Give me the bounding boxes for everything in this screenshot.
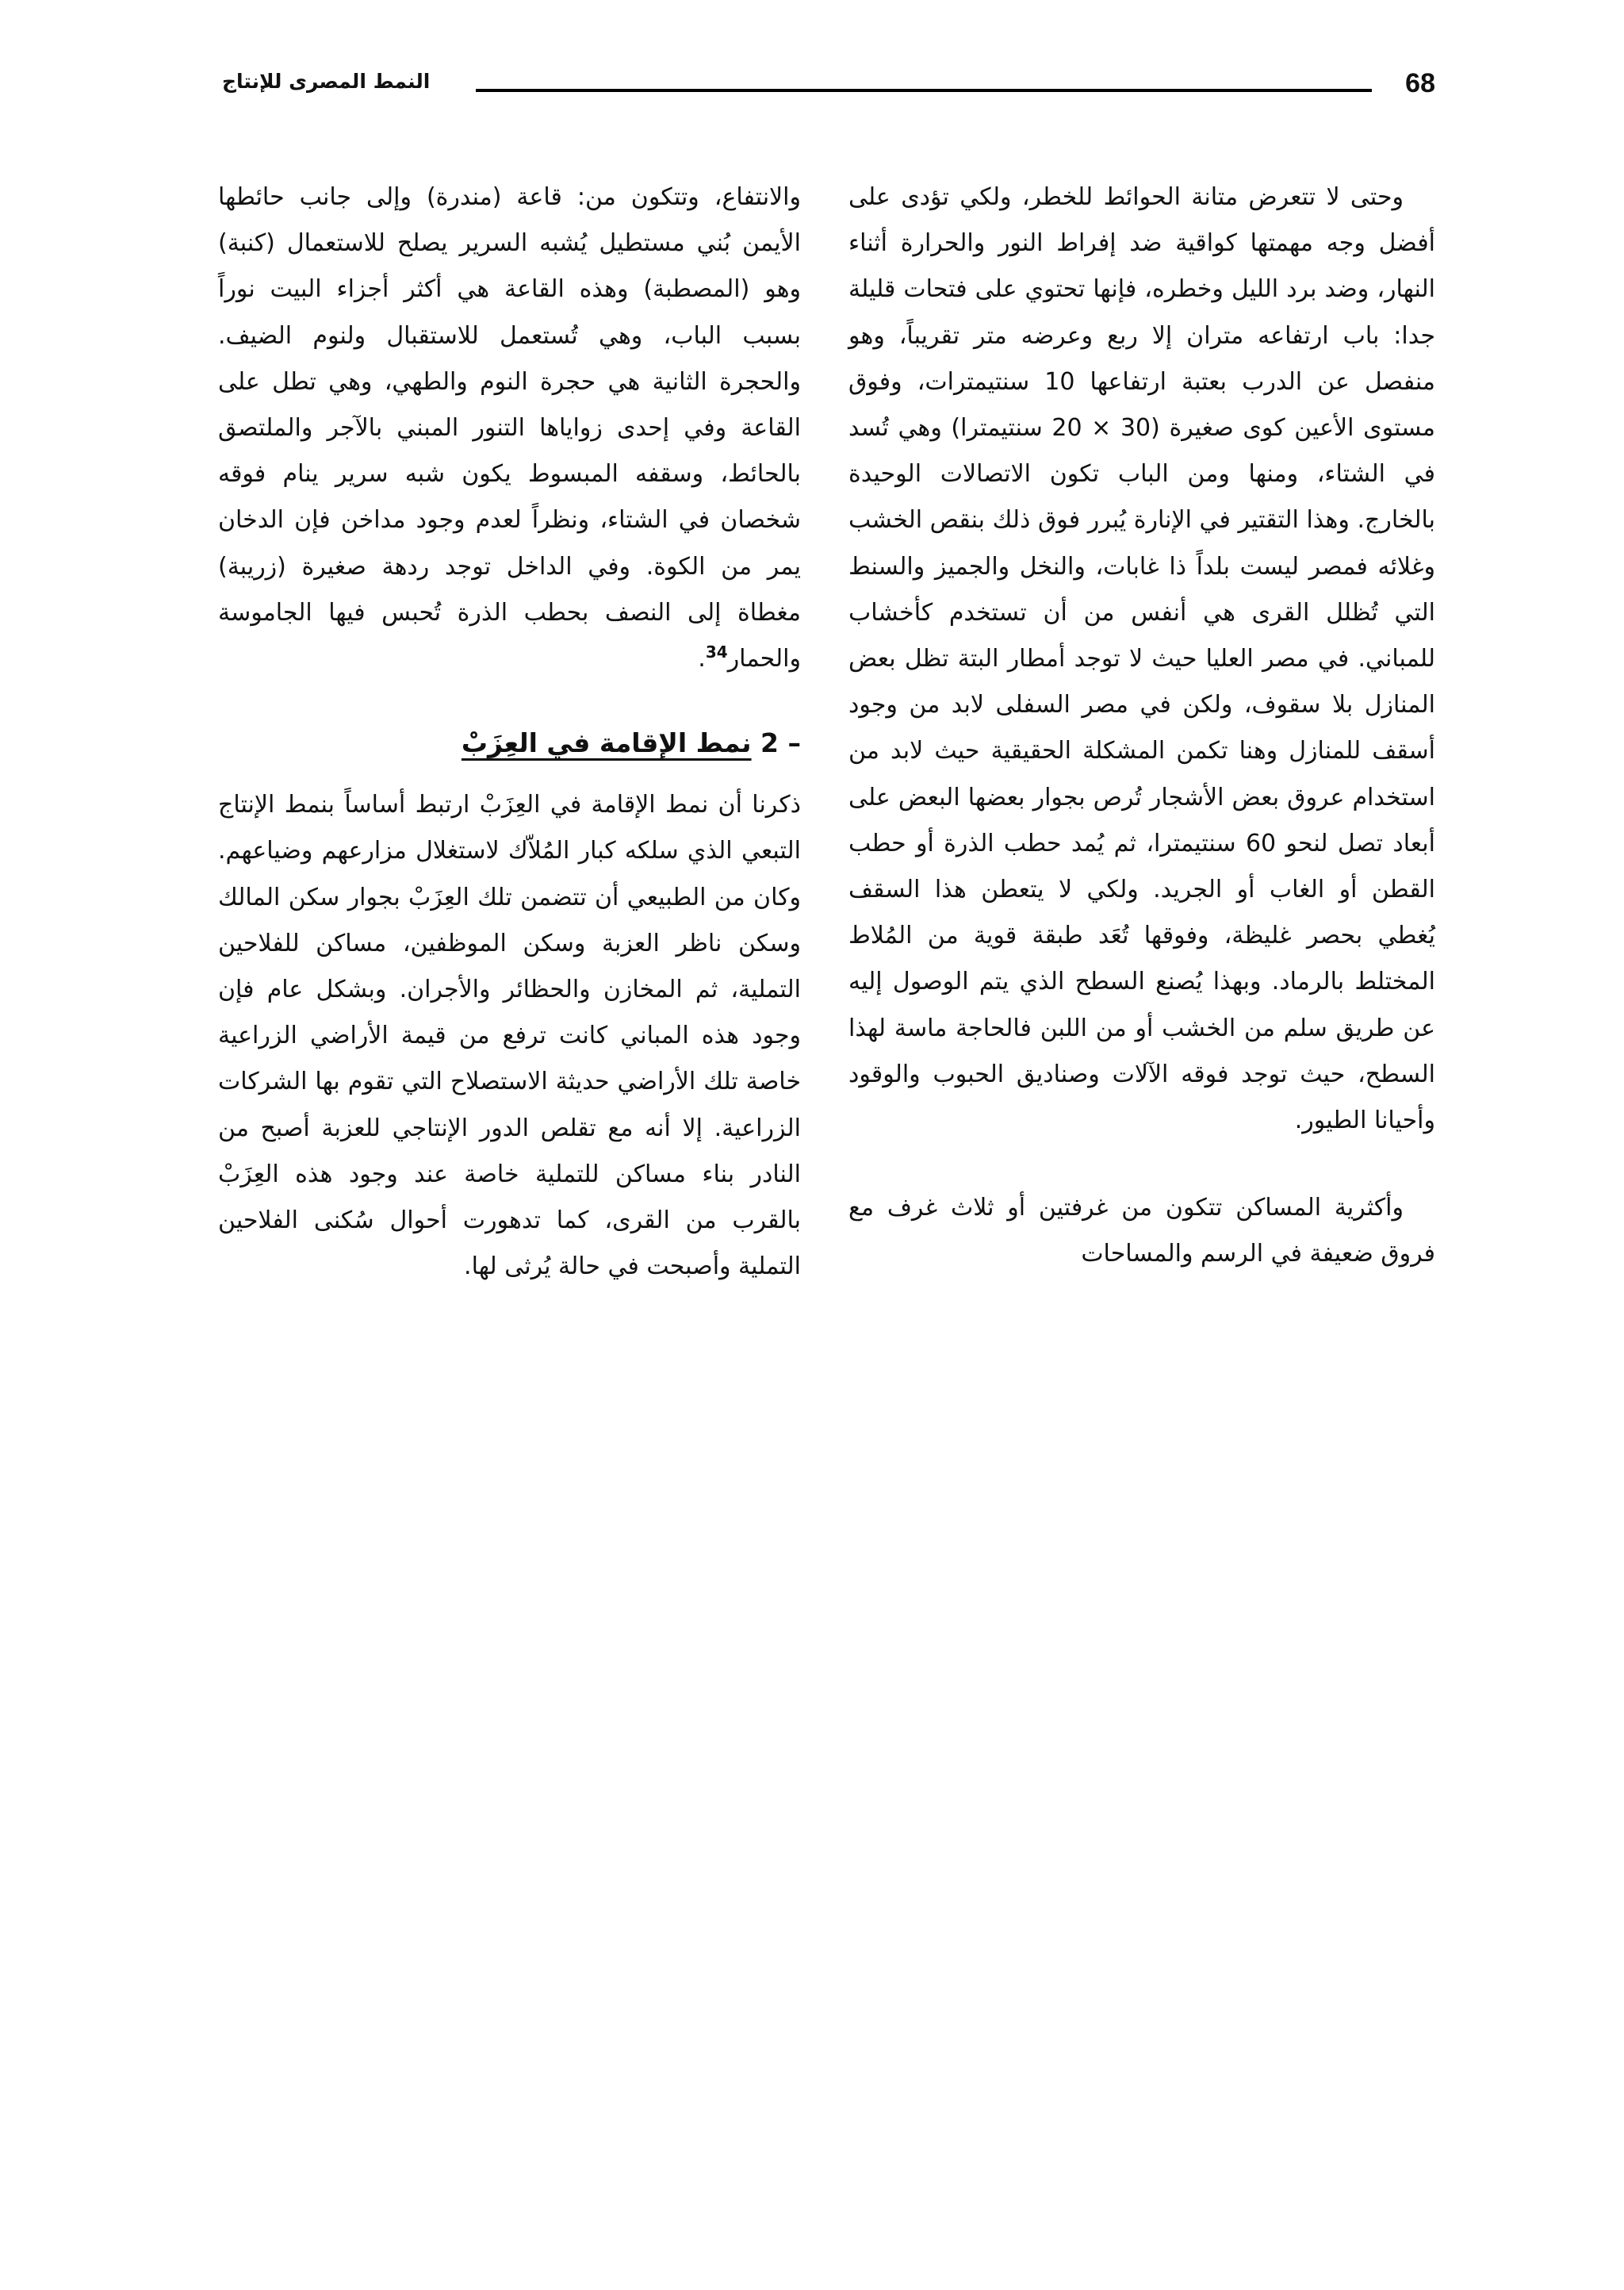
page-number: 68 bbox=[1405, 68, 1435, 98]
section-title: نمط الإقامة في العِزَبْ bbox=[461, 727, 752, 759]
section-number: 2 – bbox=[760, 727, 801, 759]
body-paragraph bbox=[218, 175, 801, 682]
section-heading bbox=[218, 723, 801, 763]
body-paragraph: وأكثرية المساكن تتكون من غرفتين أو ثلاث غرف مع فروق ضعيفة في الرسم والمساحات bbox=[848, 1194, 1435, 1268]
right-column bbox=[848, 175, 1435, 1278]
header-rule bbox=[476, 89, 1372, 92]
paragraph-text: والانتفاع، وتتكون من: قاعة (مندرة) وإلى جانب حائطها الأيمن بُني مستطيل يُشبه السرير يصلح للاستعمال (كنبة) وهو (المصطبة) وهذه القاعة هي أكثر أجزاء البيت نوراً بسبب الباب، وهي تُستعمل للاستقبال ولنوم الضيف. والحجرة الثانية هي حجرة النوم والطهي، وهي تطل على القاعة وفي إحدى زواياها التنور المبني بالآجر والملتصق بالحائط، وسقفه المبسوط يكون شبه سرير ينام فوقه شخصان في الشتاء، ونظراً لعدم وجود مداخن فإن الدخان يمر من الكوة. وفي الداخل توجد ردهة صغيرة (زريبة) مغطاة إلى النصف بحطب الذرة تُحبس فيها الجاموسة والحمار bbox=[218, 183, 801, 673]
body-paragraph: وحتى لا تتعرض متانة الحوائط للخطر، ولكي تؤدى على أفضل وجه مهمتها كواقية ضد إفراط النور والحرارة أثناء النهار، وضد برد الليل وخطره، فإنها تحتوي على فتحات قليلة جدا: باب ارتفاعه متران إلا ربع وعرضه متر تقريباً، وهو منفصل عن الدرب بعتبة ارتفاعها 10 سنتيمترات، وفوق مستوى الأعين كوى صغيرة (30 × 20 سنتيمترا) وهي تُسد في الشتاء، ومنها ومن الباب تكون الاتصالات الوحيدة بالخارج. وهذا التقتير في الإنارة يُبرر فوق ذلك بنقص الخشب وغلائه فمصر ليست بلداً ذا غابات، والنخل والجميز والسنط التي تُظلل القرى هي أنفس من أن تستخدم كأخشاب للمباني. في مصر العليا حيث لا توجد أمطار البتة تظل بعض المنازل بلا سقوف، ولكن في مصر السفلى لابد من وجود أسقف للمنازل وهنا تكمن المشكلة الحقيقية حيث لابد من استخدام عروق بعض الأشجار تُرص بجوار بعضها البعض على أبعاد تصل لنحو 60 سنتيمترا، ثم يُمد حطب الذرة أو حطب القطن أو الغاب أو الجريد. ولكي لا يتعطن هذا السقف يُغطي بحصر غليظة، وفوقها تُعَد طبقة قوية من المُلاط المختلط بالرماد. وبهذا يُصنع السطح الذي يتم الوصول إليه عن طريق سلم من الخشب أو من اللبن فالحاجة ماسة لهذا السطح، حيث توجد فوقه الآلات وصناديق الحبوب والوقود وأحيانا الطيور. bbox=[848, 183, 1435, 1135]
footnote-reference: 34 bbox=[705, 643, 728, 662]
page-header bbox=[222, 68, 1435, 108]
left-column bbox=[218, 175, 801, 1290]
running-title: النمط المصرى للإنتاج bbox=[222, 70, 431, 93]
body-paragraph: ذكرنا أن نمط الإقامة في العِزَبْ ارتبط أساساً بنمط الإنتاج التبعي الذي سلكه كبار المُلاّك لاستغلال مزارعهم وضياعهم. وكان من الطبيعي أن تتضمن تلك العِزَبْ بجوار سكن المالك وسكن ناظر العزبة وسكن الموظفين، مساكن للفلاحين التملية، ثم المخازن والحظائر والأجران. وبشكل عام فإن وجود هذه المباني كانت ترفع من قيمة الأراضي الزراعية خاصة تلك الأراضي حديثة الاستصلاح التي تقوم بها الشركات الزراعية. إلا أنه مع تقلص الدور الإنتاجي للعزبة أصبح من النادر بناء مساكن للتملية خاصة عند وجود هذه العِزَبْ بالقرب من القرى، كما تدهورت أحوال سُكنى الفلاحين التملية وأصبحت في حالة يُرثى لها. bbox=[218, 791, 801, 1281]
paragraph-end: . bbox=[698, 645, 706, 673]
